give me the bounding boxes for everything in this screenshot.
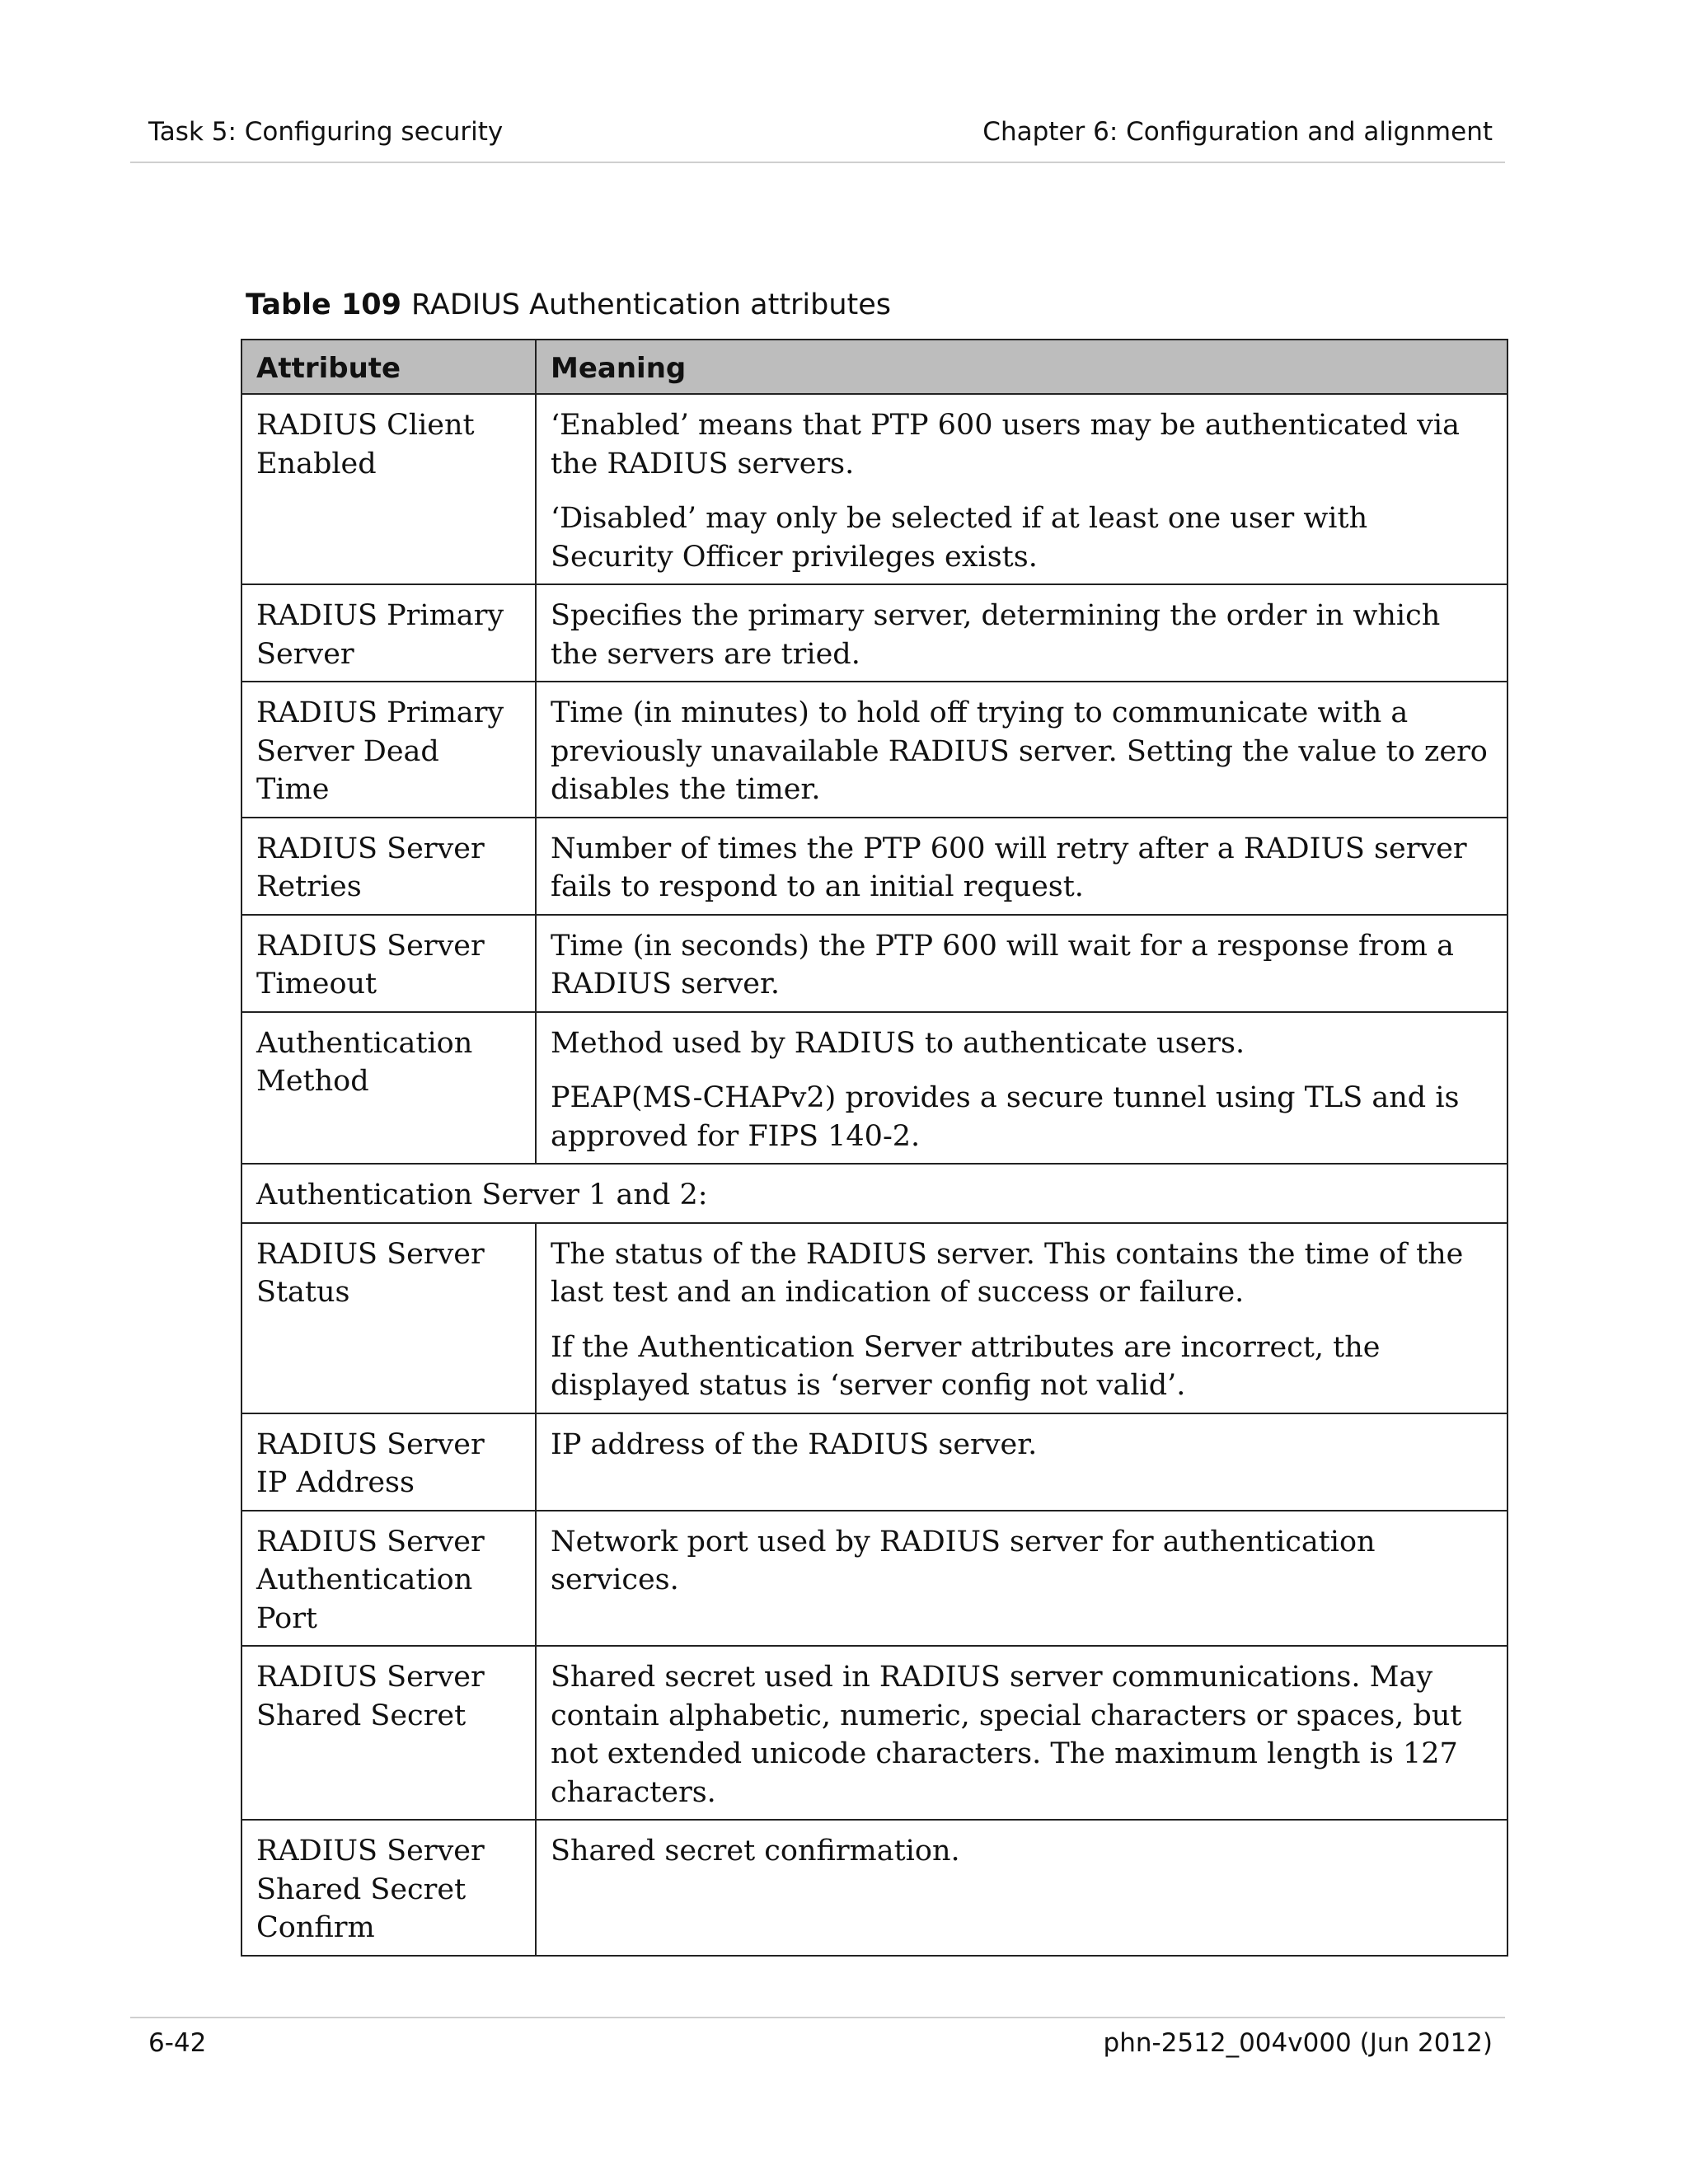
meaning-paragraph: Method used by RADIUS to authenticate users. bbox=[551, 1026, 1245, 1060]
meaning-paragraph: ‘Enabled’ means that PTP 600 users may be authenticated via the RADIUS servers. bbox=[551, 409, 1460, 480]
table-row bbox=[241, 584, 1507, 682]
meaning-paragraph: ‘Disabled’ may only be selected if at least one user with Security Officer privileges exists. bbox=[551, 502, 1368, 574]
meaning-cell bbox=[536, 1223, 1507, 1413]
meaning-paragraph: Shared secret used in RADIUS server communications. May contain alphabetic, numeric, special characters or spaces, but not extended unicode characters. The maximum length is 127 characters. bbox=[551, 1661, 1462, 1809]
meaning-paragraph: Shared secret confirmation. bbox=[551, 1835, 960, 1868]
attribute-cell: Authentication Method bbox=[241, 1012, 536, 1165]
table-row bbox=[241, 394, 1507, 584]
attribute-cell: RADIUS Server Timeout bbox=[241, 915, 536, 1012]
meaning-cell bbox=[536, 1646, 1507, 1820]
attribute-cell: RADIUS Server IP Address bbox=[241, 1413, 536, 1511]
meaning-paragraph: Number of times the PTP 600 will retry after a RADIUS server fails to respond to an initial request. bbox=[551, 832, 1467, 903]
meaning-cell bbox=[536, 1413, 1507, 1511]
header-chapter-title: Chapter 6: Configuration and alignment bbox=[982, 117, 1493, 147]
table-number: Table 109 bbox=[246, 288, 402, 321]
table-title: RADIUS Authentication attributes bbox=[411, 288, 892, 321]
attribute-cell: RADIUS Server Authentication Port bbox=[241, 1511, 536, 1647]
header-section-title: Task 5: Configuring security bbox=[148, 117, 504, 147]
meaning-paragraph: Time (in seconds) the PTP 600 will wait for a response from a RADIUS server. bbox=[551, 929, 1454, 1001]
header-divider bbox=[130, 162, 1505, 163]
column-header-meaning: Meaning bbox=[536, 340, 1507, 394]
page-number: 6-42 bbox=[148, 2028, 207, 2058]
meaning-paragraph: The status of the RADIUS server. This contains the time of the last test and an indication of success or failure. bbox=[551, 1237, 1464, 1309]
table-row bbox=[241, 1223, 1507, 1413]
meaning-paragraph: IP address of the RADIUS server. bbox=[551, 1427, 1038, 1461]
table-row bbox=[241, 915, 1507, 1012]
column-header-attribute: Attribute bbox=[241, 340, 536, 394]
table-header-row bbox=[241, 340, 1507, 394]
section-label-cell: Authentication Server 1 and 2: bbox=[241, 1164, 1507, 1223]
meaning-cell bbox=[536, 584, 1507, 682]
table-row bbox=[241, 818, 1507, 915]
attribute-cell: RADIUS Server Status bbox=[241, 1223, 536, 1413]
table-section-row bbox=[241, 1164, 1507, 1223]
attribute-cell: RADIUS Server Shared Secret bbox=[241, 1646, 536, 1820]
table-row bbox=[241, 1820, 1507, 1956]
table-row bbox=[241, 682, 1507, 818]
attribute-cell: RADIUS Primary Server Dead Time bbox=[241, 682, 536, 818]
meaning-paragraph: PEAP(MS-CHAPv2) provides a secure tunnel using TLS and is approved for FIPS 140-2. bbox=[551, 1081, 1460, 1153]
meaning-cell bbox=[536, 394, 1507, 584]
attribute-cell: RADIUS Primary Server bbox=[241, 584, 536, 682]
meaning-paragraph: Time (in minutes) to hold off trying to communicate with a previously unavailable RADIUS server. Setting the value to zero disables the timer. bbox=[551, 696, 1488, 806]
meaning-cell bbox=[536, 818, 1507, 915]
table-row bbox=[241, 1413, 1507, 1511]
table-row bbox=[241, 1511, 1507, 1647]
meaning-cell bbox=[536, 1012, 1507, 1165]
meaning-cell bbox=[536, 682, 1507, 818]
meaning-paragraph: Network port used by RADIUS server for authentication services. bbox=[551, 1525, 1376, 1596]
attribute-cell: RADIUS Server Shared Secret Confirm bbox=[241, 1820, 536, 1956]
table-row bbox=[241, 1012, 1507, 1165]
meaning-paragraph: Specifies the primary server, determining the order in which the servers are tried. bbox=[551, 599, 1441, 671]
document-id: phn-2512_004v000 (Jun 2012) bbox=[1103, 2028, 1493, 2058]
table-caption bbox=[246, 288, 891, 321]
table-row bbox=[241, 1646, 1507, 1820]
meaning-cell bbox=[536, 1820, 1507, 1956]
attribute-cell: RADIUS Client Enabled bbox=[241, 394, 536, 584]
meaning-cell bbox=[536, 1511, 1507, 1647]
radius-attributes-table bbox=[241, 339, 1508, 1957]
attribute-cell: RADIUS Server Retries bbox=[241, 818, 536, 915]
meaning-cell bbox=[536, 915, 1507, 1012]
meaning-paragraph: If the Authentication Server attributes are incorrect, the displayed status is ‘server config not valid’. bbox=[551, 1330, 1381, 1402]
